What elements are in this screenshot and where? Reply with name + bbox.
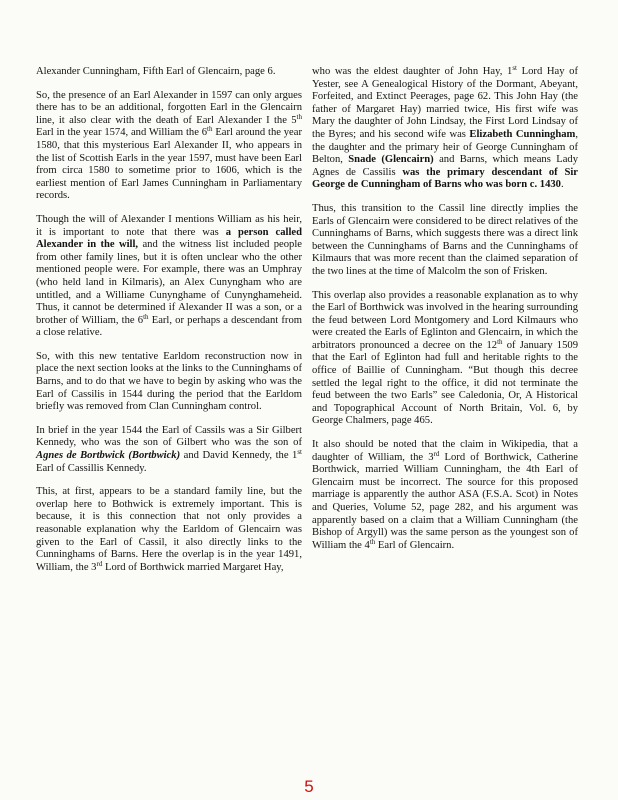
paragraph: This overlap also provides a reasonable explanation as to why the Earl of Borthwick was involved in the hearing surrounding the feud between Lord Montgomery and Lord Kilmaurs who were created the Earls of Eglinton and Glencairn, in which the arbitrators pronounced a decree on the 12th of January 1509 that the Earl of Eglinton had full and heritable rights to the office of Baillie of Cunningham. “But though this decree settled the legal right to the office, it did not terminate the feud between the two Earls” see Caledonia, Or, A Historical and Topographical Account of North Britain, Vol. 6, by George Chalmers, page 465.: [312, 289, 578, 427]
paragraph: who was the eldest daughter of John Hay, 1st Lord Hay of Yester, see A Genealogical History of the Dormant, Abeyant, Forfeited, and Extinct Peerages, page 62. This John Hay (the father of Margaret Hay) married twice, His first wife was Mary the daughter of John Lindsay, the First Lord Lindsay of the Byres; and his second wife was Elizabeth Cunningham, the daughter and the primary heir of George Cunningham of Belton, Snade (Glencairn) and Barns, which means Lady Agnes de Cassilis was the primary descendant of Sir George de Cunningham of Barns who was born c. 1430.: [312, 64, 579, 191]
paragraph: So, with this new tentative Earldom reconstruction now in place the next section looks at the links to the Cunninghams of Barns, and to do that we have to begin by asking who was the Earl of Cassilis in 1544 during the period that the Earldom briefly was removed from Clan Cunningham control.: [36, 350, 302, 413]
paragraph: Thus, this transition to the Cassil line directly implies the Earls of Glencairn were considered to be direct relatives of the Cunninghams of Barns, which suggests there was a direct link between the Cunninghams of Barns and the Cunninghams of Kilmaurs that was more recent than the claimed separation of the two lines at the time of Malcolm the son of Frisken.: [312, 202, 578, 277]
paragraph: Alexander Cunningham, Fifth Earl of Glencairn, page 6.: [36, 66, 276, 77]
paragraph: So, the presence of an Earl Alexander in 1597 can only argues there has to be an additional, forgotten Earl in the Glencairn line, it also clear with the death of Earl Alexander I the 5th Earl in the year 1574, and William the 6th Earl around the year 1580, that this mysterious Earl Alexander II, who appears in the list of Scottish Earls in the year 1597, must have been Earl from circa 1580 to sometime prior to 1606, which is the earliest mention of Earl James Cunningham in Parliamentary records.: [36, 89, 302, 202]
paragraph: It also should be noted that the claim in Wikipedia, that a daughter of William, the 3rd Lord of Borthwick, Catherine Borthwick, married William Cunningham, the 4th Earl of Glencairn must be incorrect. The source for this proposed marriage is apparently the author ASA (F.S.A. Scot) in Notes and Queries, Volume 52, page 282, and his argument was apparently based on a claim that a William Cunningham (the Bishop of Argyll) was the same person as the youngest son of William the 4th Earl of Glencairn.: [312, 439, 578, 551]
paragraph: This, at first, appears to be a standard family line, but the overlap here to Bothwick is extremely important. This is because, it is this connection that not only provides a reasonable explanation why the Earldom of Glencairn was given to the Earl of Cassil, it also directly links to the Cunninghams of Barns. Here the overlap is in the year 1491, William, the 3rd Lord of Borthwick married Margaret Hay,: [36, 486, 302, 573]
page-number: 5: [304, 777, 314, 796]
right-column: [312, 66, 578, 563]
left-column: [36, 66, 302, 585]
paragraph: In brief in the year 1544 the Earl of Cassils was a Sir Gilbert Kennedy, who was the son of Gilbert who was the son of Agnes de Bortbwick (Bortbwick) and David Kennedy, the 1st Earl of Cassillis Kennedy.: [36, 424, 302, 474]
paragraph: Though the will of Alexander I mentions William as his heir, it is important to note that there was a person called Alexander in the will, and the witness list included people from other family lines, but it is often unclear who the other mentioned people were. For example, there was an Umphray (who held land in Kilmaris), an Alex Cunyngham who are untitled, and a Williame Cunynghame of Cunynghameheid. Thus, it cannot be determined if Alexander II was a son, or a brother of William, the 6th Earl, or perhaps a descendant from a close relative.: [36, 213, 302, 339]
